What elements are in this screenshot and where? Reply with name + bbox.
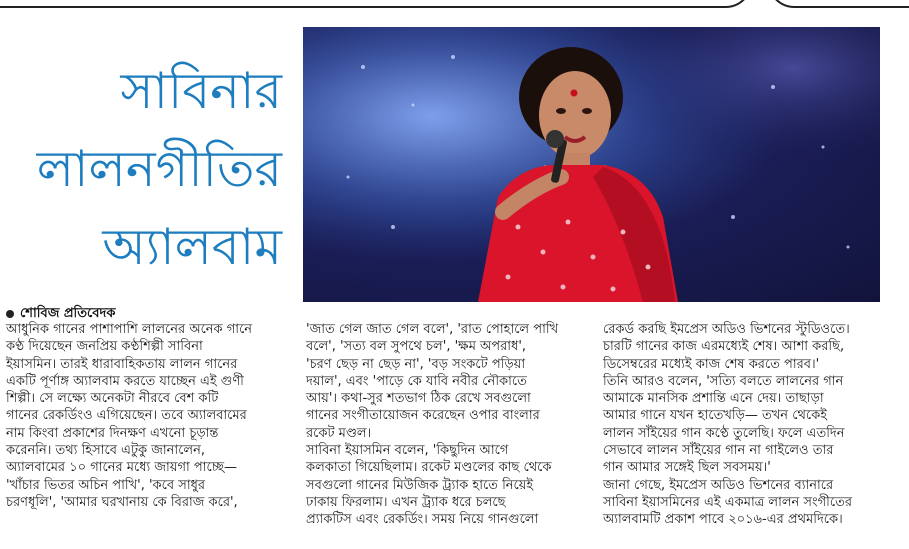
article-column-2 — [306, 321, 596, 529]
body-line: 'জাত গেল জাত গেল বলে', 'রাত পোহালে পাখি — [306, 322, 559, 337]
headline-line-2: লালনগীতির — [36, 140, 282, 198]
body-line: আমাকে মানসিক প্রশান্তি এনে দেয়। তাছাড়া — [603, 391, 824, 407]
body-line: করেননি। তথ্য হিসাবে এটুকু জানালেন, — [6, 443, 205, 459]
article-headline — [20, 52, 282, 286]
body-line: সেভাবে লালন সাঁইয়ের গান না গাইলেও তার — [603, 443, 834, 459]
body-line: গান আমার সঙ্গেই ছিল সবসময়।' — [603, 460, 771, 476]
body-line: ইয়াসমিন। তারই ধারাবাহিকতায় লালন গানের — [6, 356, 238, 372]
body-line: চরণধূলি', 'আমার ঘরখানায় কে বিরাজ করে', — [6, 494, 238, 510]
body-line: দয়াল', এবং 'পাড়ে কে যাবি নবীর নৌকাতে — [306, 373, 527, 389]
body-line: বলে', 'সত্য বল সুপথে চল', 'ক্ষম অপরাধ', — [306, 339, 527, 355]
body-line: ঢাকায় ফিরলাম। এখন ট্র্যাক ধরে চলছে — [306, 494, 506, 510]
singer-photo-illustration — [303, 27, 880, 302]
body-line: নাম কিংবা প্রকাশের দিনক্ষণ এখনো চূড়ান্ত — [6, 425, 219, 441]
body-line: গানের সংগীতায়োজন করেছেন ওপার বাংলার — [306, 408, 540, 424]
body-line: ডিসেম্বরের মধ্যেই কাজ শেষ করতে পারব।' — [603, 356, 820, 372]
body-line: 'খাঁচার ভিতর অচিন পাখি', 'কবে সাধুর — [6, 477, 206, 493]
bullet-icon — [6, 310, 14, 318]
body-line: আয়'। কথা-সুর শতভাগ ঠিক রেখে সবগুলো — [306, 391, 531, 407]
header-frame-right — [768, 0, 909, 8]
body-line: তিনি আরও বলেন, 'সত্যি বলতে লালনের গান — [603, 373, 844, 389]
byline-text: শোবিজ প্রতিবেদক — [20, 306, 116, 321]
body-line: সবগুলো গানের মিউজিক ট্র্যাক হাতে নিয়েই — [306, 477, 534, 493]
article-column-3 — [603, 321, 899, 529]
body-line: সাবিনা ইয়াসমিন বলেন, 'কিছুদিন আগে — [306, 443, 509, 459]
header-frame-left — [0, 0, 752, 8]
body-line: কলকাতা গিয়েছিলাম। রকেট মণ্ডলের কাছ থেকে — [306, 460, 552, 476]
body-line: জানা গেছে, ইমপ্রেস অডিও ভিশনের ব্যানারে — [603, 477, 834, 493]
headline-line-3: অ্যালবাম — [102, 218, 282, 276]
article-column-1 — [6, 321, 298, 511]
body-line: অ্যালবামটি প্রকাশ পাবে ২০১৬-এর প্রথমদিকে। — [603, 512, 843, 528]
headline-line-1: সাবিনার — [120, 62, 282, 120]
body-line: গানের রেকর্ডিংও এগিয়েছেন। তবে অ্যালবামের — [6, 408, 247, 424]
body-line: 'চরণ ছেড় না ছেড় না', 'বড় সংকটে পড়িয়া — [306, 356, 526, 372]
body-line: চারটি গানের কাজ এরমধ্যেই শেষ। আশা করছি, — [603, 339, 845, 355]
body-line: রেকর্ড করছি ইমপ্রেস অডিও ভিশনের স্টুডিওতে। — [603, 322, 850, 337]
body-line: শিল্পী। সে লক্ষ্যে অনেকটা নীরবে বেশ কটি — [6, 391, 219, 407]
body-line: আমার গানে যখন হাতেখড়ি— তখন থেকেই — [603, 408, 827, 424]
singer-photo — [303, 27, 880, 302]
body-line: সাবিনা ইয়াসমিনের এই একমাত্র লালন সংগীতের — [603, 494, 852, 510]
body-line: প্র্যাকটিস এবং রেকর্ডিং। সময় নিয়ে গানগুলো — [306, 512, 539, 528]
body-line: কণ্ঠ দিয়েছেন জনপ্রিয় কণ্ঠশিল্পী সাবিনা — [6, 339, 203, 355]
body-line: একটি পূর্ণাঙ্গ অ্যালবাম করতে যাচ্ছেন এই গুণী — [6, 373, 244, 389]
body-line: অ্যালবামের ১০ গানের মধ্যে জায়গা পাচ্ছে— — [6, 460, 238, 476]
body-line: লালন সাঁইয়ের গান কণ্ঠে তুলেছি। ফলে এতদিন — [603, 425, 845, 441]
body-line: আধুনিক গানের পাশাপাশি লালনের অনেক গানে — [6, 322, 253, 337]
body-line: রকেট মণ্ডল। — [306, 425, 372, 441]
